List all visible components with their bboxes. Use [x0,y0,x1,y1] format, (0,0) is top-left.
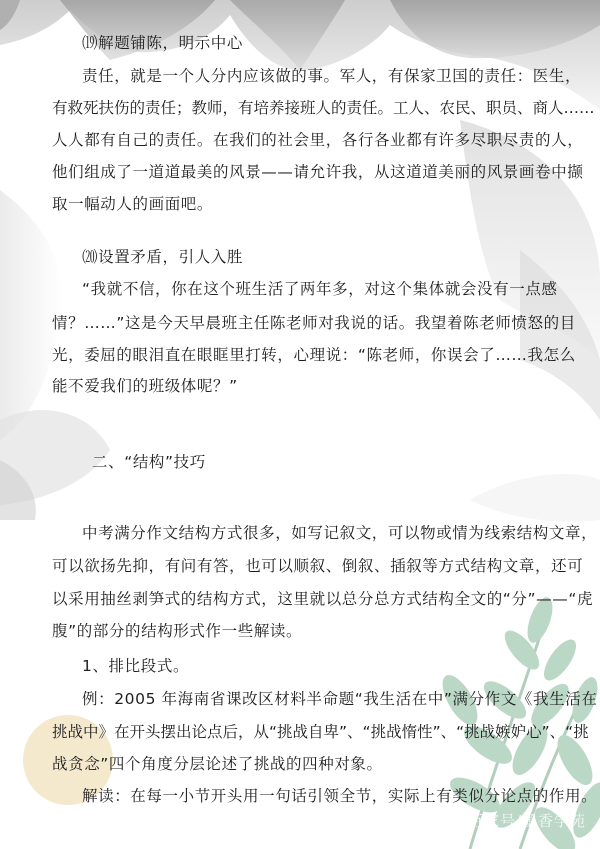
paragraph-line: 光，委屈的眼泪直在眼眶里打转，心理说：“陈老师，你误会了……我怎么 [52,346,576,364]
intro-line: 可以欲扬先抑，有问有答，也可以顺叙、倒叙、插叙等方式结构文章，还可 [52,557,584,575]
example-line: 战贪念”四个角度分层论述了挑战的四种对象。 [52,755,383,773]
paragraph-line: 取一幅动人的画面吧。 [52,195,214,213]
paragraph-line: “我就不信，你在这个班生活了两年多，对这个集体就会没有一点感 [82,280,558,298]
paragraph-line: 他们组成了一道道最美的风景——请允许我，从这道道美丽的风景画卷中撷 [52,163,584,181]
intro-line: 以采用抽丝剥笋式的结构方式，这里就以总分总方式结构全文的“分”——“虎 [52,590,594,608]
paragraph-line: 责任，就是一个人分内应该做的事。军人，有保家卫国的责任：医生， [82,67,582,85]
section-heading-19: ⒆解题铺陈，明示中心 [82,34,244,52]
chapter-heading: 二、“结构”技巧 [92,453,206,471]
section-heading-20: ⒇设置矛盾，引人入胜 [82,248,244,266]
intro-line: 腹”的部分的结构形式作一些解读。 [52,622,303,640]
intro-line: 中考满分作文结构方式很多，如写记叙文，可以物或情为线索结构文章， [82,524,598,542]
subheading: 1、排比段式。 [82,657,190,675]
paragraph-line: 人人都有自己的责任。在我们的社会里，各行各业都有许多尽职尽责的人， [52,131,584,149]
paragraph-line: 有救死扶伤的责任；教师，有培养接班人的责任。工人、农民、职员、商人…… [52,99,595,117]
watermark: 百家号/墨香学苑 [467,812,586,830]
interpretation-line: 解读：在每一小节开头用一句话引领全节，实际上有类似分论点的作用。 [82,787,598,805]
paragraph-line: 情？……”这是今天早晨班主任陈老师对我说的话。我望着陈老师愤怒的目 [52,314,576,332]
example-line: 挑战中》在开头摆出论点后，从“挑战自卑”、“挑战惰性”、“挑战嫉妒心”、“挑 [52,723,589,741]
example-line: 例：2005 年海南省课改区材料半命题“我生活在中”满分作文《我生活在 [82,690,598,708]
paragraph-line: 能不爱我们的班级体呢？” [52,377,238,395]
